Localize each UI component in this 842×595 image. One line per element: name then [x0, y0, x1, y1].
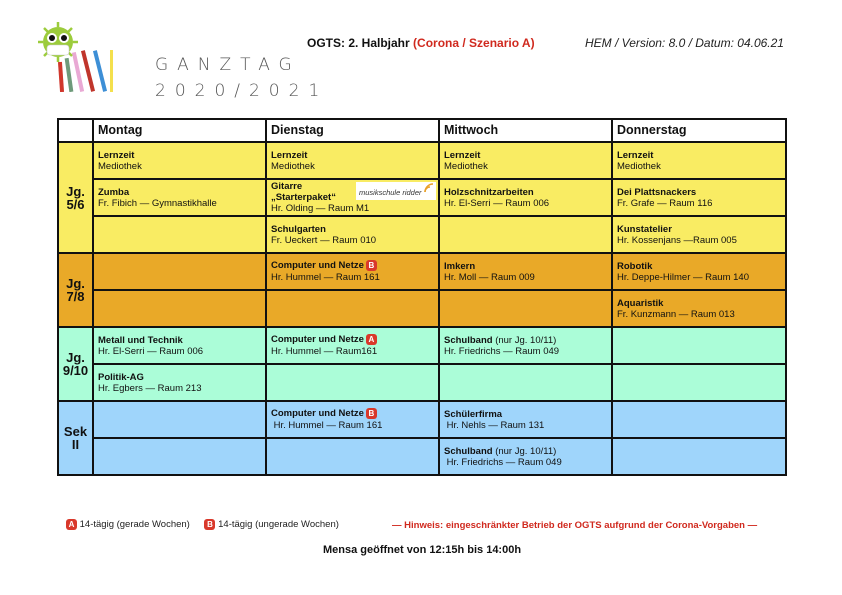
badge-b-icon: B: [204, 519, 215, 530]
activity-title: Dei Plattsnackers: [617, 186, 697, 198]
legend-text: 14-tägig (ungerade Wochen): [218, 519, 339, 531]
activity-title: Lernzeit: [271, 149, 308, 161]
activity-cell: [266, 216, 439, 253]
activity-cell: [93, 142, 266, 179]
table-row: [58, 438, 786, 475]
activity-cell: [266, 142, 439, 179]
activity-detail: Hr. Hummel — Raum 161: [271, 271, 380, 283]
legend-text: 14-tägig (gerade Wochen): [79, 519, 190, 531]
activity-cell: [93, 327, 266, 364]
activity-title: Gitarre: [271, 181, 303, 192]
group-label-line2: 5/6: [66, 196, 85, 212]
activity-detail: Hr. Moll — Raum 009: [444, 271, 535, 283]
table-row: [58, 142, 786, 179]
ganztag-logo: [30, 12, 329, 101]
activity-title: Zumba: [98, 186, 130, 198]
logo-year: 2020/2021: [155, 81, 329, 101]
logo-title: GANZTAG: [155, 55, 301, 75]
activity-detail: Mediothek: [617, 160, 661, 172]
legend-item-b: [204, 519, 338, 530]
header-row: [58, 119, 786, 142]
title-highlight: (Corona / Szenario A): [413, 36, 535, 50]
activity-detail: Hr. Egbers — Raum 213: [98, 382, 202, 394]
activity-title: Lernzeit: [98, 149, 135, 161]
activity-detail: Fr. Grafe — Raum 116: [617, 197, 713, 209]
activity-title: Lernzeit: [444, 149, 481, 161]
badge-a-icon: A: [66, 519, 77, 530]
mensa-hours: Mensa geöffnet von 12:15h bis 14:00h: [323, 544, 522, 556]
activity-detail: Mediothek: [271, 160, 315, 172]
activity-detail: Hr. Deppe-Hilmer — Raum 140: [617, 271, 749, 283]
legend: [66, 519, 351, 530]
activity-cell: [93, 364, 266, 401]
activity-subtitle: „Starterpaket“: [271, 192, 336, 203]
empty-cell: [266, 290, 439, 327]
empty-cell: [439, 364, 612, 401]
empty-cell: [93, 290, 266, 327]
group-label-line1: Sek: [63, 424, 88, 439]
empty-cell: [612, 401, 786, 438]
activity-title: Schülerfirma: [444, 408, 503, 420]
activity-cell: [439, 438, 612, 475]
empty-cell: [612, 438, 786, 475]
activity-cell: [439, 142, 612, 179]
activity-title: Holzschnitzarbeiten: [444, 186, 534, 198]
activity-cell: [439, 179, 612, 216]
group-label-jg56: [58, 142, 93, 253]
table-row: [58, 401, 786, 438]
empty-cell: [612, 364, 786, 401]
group-label-line1: Jg.: [66, 350, 85, 365]
activity-detail: Mediothek: [444, 160, 488, 172]
activity-detail: Hr. Friedrichs — Raum 049: [444, 456, 562, 468]
activity-cell: [439, 401, 612, 438]
activity-cell: [93, 179, 266, 216]
empty-cell: [93, 253, 266, 290]
activity-title: Computer und Netze: [271, 334, 364, 346]
signal-waves-icon: [424, 183, 434, 193]
activity-detail: Fr. Kunzmann — Raum 013: [617, 308, 735, 320]
activity-detail: Hr. Hummel — Raum161: [271, 345, 378, 357]
activity-title: Schulband: [444, 445, 493, 457]
activity-detail: Hr. El-Serri — Raum 006: [444, 197, 550, 209]
day-header-dienstag: Dienstag: [266, 119, 439, 142]
table-row: [58, 364, 786, 401]
empty-cell: [93, 438, 266, 475]
activity-cell: [266, 401, 439, 438]
badge-a-icon: A: [366, 334, 377, 345]
musikschule-logo: [356, 182, 436, 200]
partner-logo-text: musikschule ridder: [359, 188, 422, 197]
table-row: [58, 216, 786, 253]
corona-notice: — Hinweis: eingeschränkter Betrieb der OGTS aufgrund der Corona-Vorgaben —: [392, 520, 758, 531]
activity-detail: Hr. Hummel — Raum 161: [271, 419, 383, 431]
activity-cell: [612, 179, 786, 216]
table-row: [58, 253, 786, 290]
activity-detail: Mediothek: [98, 160, 142, 172]
activity-detail: Hr. Nehls — Raum 131: [444, 419, 545, 431]
empty-cell: [93, 401, 266, 438]
group-label-line1: Jg.: [66, 183, 85, 199]
group-label-line2: 7/8: [66, 289, 85, 304]
page-title: [307, 36, 535, 50]
empty-cell: [266, 438, 439, 475]
table-row: [58, 290, 786, 327]
activity-detail: Fr. Ueckert — Raum 010: [271, 234, 377, 246]
badge-b-icon: B: [366, 260, 377, 271]
virus-mascot-with-books-icon: [30, 12, 130, 92]
group-label-jg78: [58, 253, 93, 327]
activity-title: Metall und Technik: [98, 334, 183, 346]
day-header-mittwoch: Mittwoch: [439, 119, 612, 142]
activity-cell: [612, 142, 786, 179]
activity-title: Schulband: [444, 334, 493, 346]
group-label-jg910: [58, 327, 93, 401]
activity-cell: [612, 253, 786, 290]
activity-title: Kunstatelier: [617, 223, 672, 235]
activity-detail: Hr. El-Serri — Raum 006: [98, 345, 204, 357]
activity-title: Schulgarten: [271, 223, 326, 235]
table-row: [58, 327, 786, 364]
title-text: OGTS: 2. Halbjahr: [307, 36, 410, 50]
schedule-table: [57, 118, 787, 476]
version-info: HEM / Version: 8.0 / Datum: 04.06.21: [585, 36, 784, 50]
activity-cell: [266, 253, 439, 290]
activity-cell: [612, 290, 786, 327]
badge-b-icon: B: [366, 408, 377, 419]
day-header-donnerstag: Donnerstag: [612, 119, 786, 142]
activity-detail: Hr. Friedrichs — Raum 049: [444, 345, 560, 357]
group-label-line2: 9/10: [62, 363, 89, 378]
activity-detail: Hr. Olding — Raum M1: [271, 203, 370, 214]
empty-cell: [612, 327, 786, 364]
activity-cell: [266, 327, 439, 364]
activity-cell: [439, 327, 612, 364]
activity-title: Computer und Netze: [271, 260, 364, 272]
group-label-line2: II: [71, 437, 80, 452]
activity-title: Computer und Netze: [271, 408, 364, 420]
activity-title: Imkern: [444, 260, 476, 272]
empty-cell: [93, 216, 266, 253]
activity-title: Lernzeit: [617, 149, 654, 161]
activity-detail: Fr. Fibich — Gymnastikhalle: [98, 197, 217, 209]
activity-cell: [439, 253, 612, 290]
group-label-sek2: [58, 401, 93, 475]
activity-cell: [612, 216, 786, 253]
activity-cell: [266, 179, 439, 216]
activity-note: (nur Jg. 10/11): [492, 445, 557, 457]
corner-cell: [58, 119, 93, 142]
activity-title: Aquaristik: [617, 297, 664, 309]
empty-cell: [266, 364, 439, 401]
day-header-montag: Montag: [93, 119, 266, 142]
activity-title: Politik-AG: [98, 371, 144, 383]
activity-note: (nur Jg. 10/11): [492, 334, 557, 346]
group-label-line1: Jg.: [66, 276, 85, 291]
empty-cell: [439, 290, 612, 327]
activity-title: Robotik: [617, 260, 653, 272]
legend-item-a: [66, 519, 190, 530]
table-row: [58, 179, 786, 216]
activity-detail: Hr. Kossenjans —Raum 005: [617, 234, 737, 246]
empty-cell: [439, 216, 612, 253]
